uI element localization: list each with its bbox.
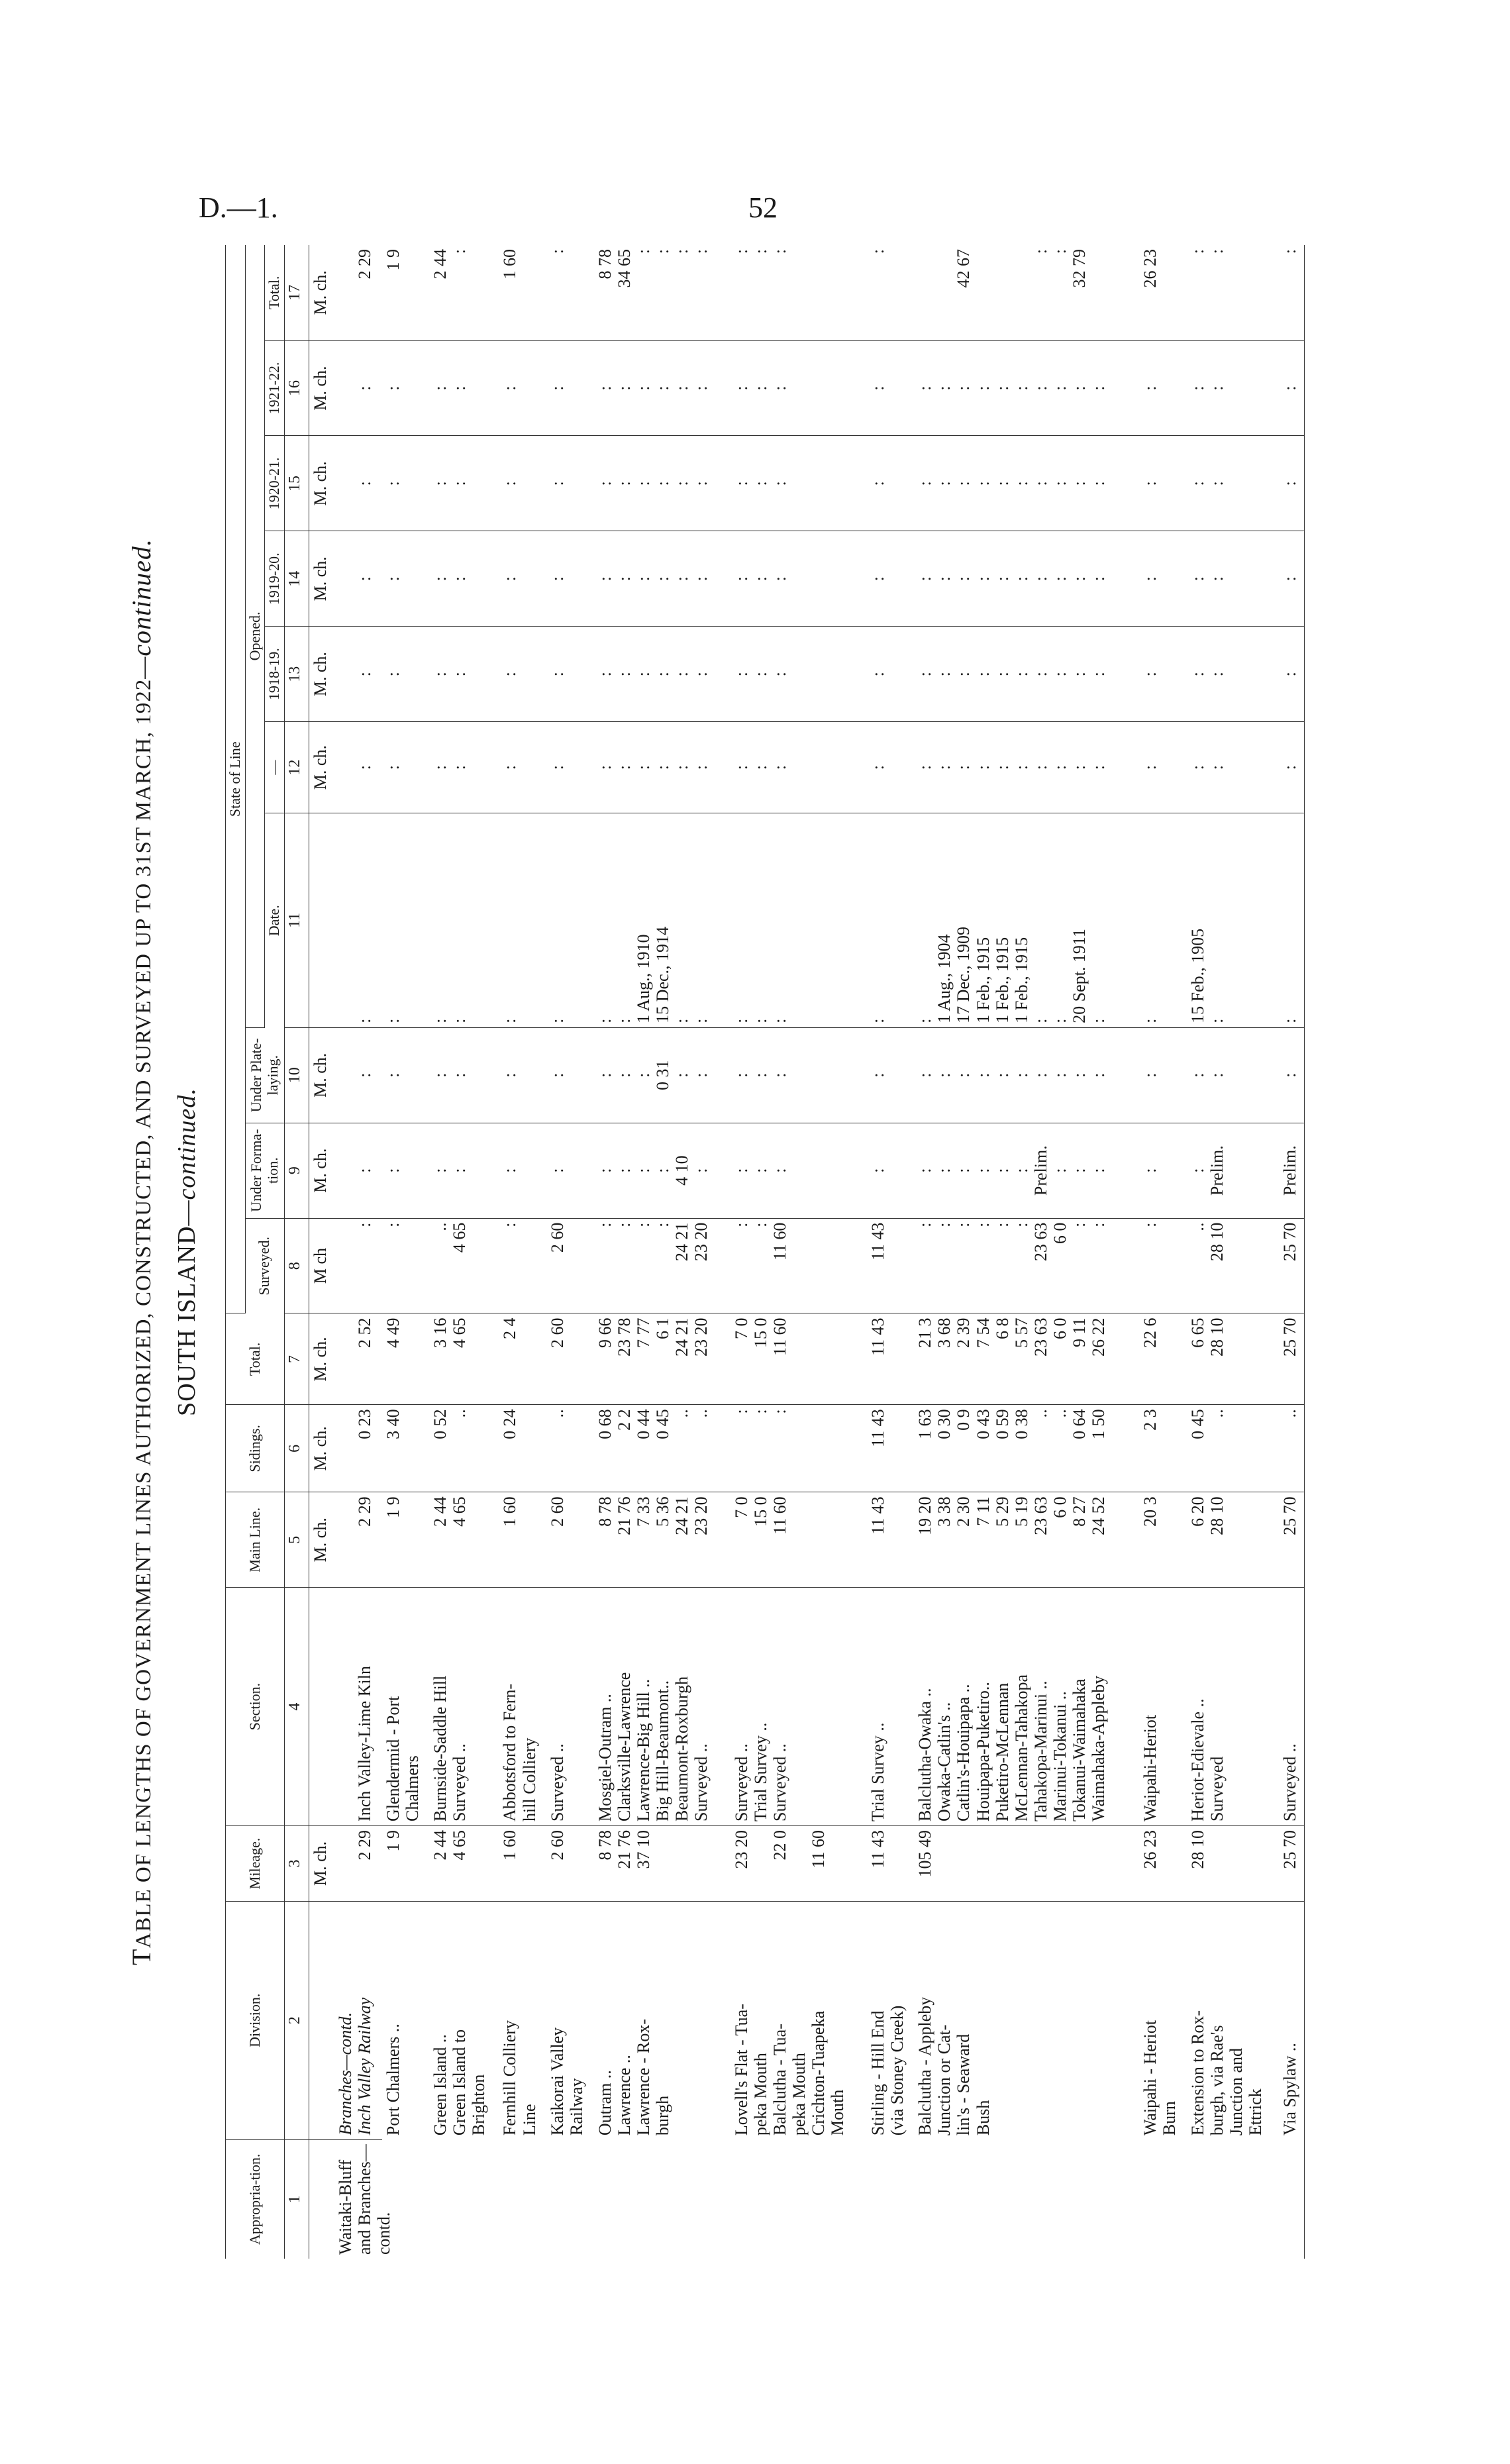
- c15-cell: : : : : : :: [594, 436, 730, 531]
- column-number: 9: [284, 1123, 309, 1218]
- under-formation-cell: : : : : 4 10 :: [594, 1123, 730, 1218]
- header-1920-21: 1920-21.: [265, 436, 285, 531]
- subtitle-text: SOUTH ISLAND—: [173, 1200, 201, 1416]
- division-cell: Extension to Rox- burgh, via Rae's Junction and Ettrick: [1187, 2010, 1266, 2136]
- c15-cell: :: [334, 436, 382, 531]
- c14-cell: :: [1279, 531, 1305, 627]
- header-under-formation: Under Forma-tion.: [245, 1123, 284, 1218]
- header-under-platelaying: Under Plate-laying.: [245, 1027, 284, 1123]
- column-number: 3: [284, 1825, 309, 1901]
- date-cell: 15 Feb., 1905 :: [1187, 813, 1279, 1028]
- header-opened-total: Total.: [265, 245, 285, 340]
- division-cell: Green Island .. Green Island to Brighton: [430, 2029, 489, 2136]
- date-cell: : :: [429, 813, 499, 1028]
- date-cell: :: [499, 813, 546, 1028]
- lengths-table: [225, 245, 1305, 2259]
- header-opened: Opened.: [245, 245, 265, 1027]
- date-cell: :: [546, 813, 594, 1028]
- c12-cell: :: [499, 722, 546, 813]
- c17-cell: :: [867, 245, 915, 340]
- main-cell: 19 20 3 38 2 30 7 11 5 29 5 19 23 63 6 0 8 27 24 52: [914, 1492, 1139, 1588]
- title-text: ABLE OF LENGTHS OF GOVERNMENT LINES AUTHORIZED, CONSTRUCTED, AND SURVEYED UP TO 31ST MARCH, 1922—: [132, 656, 156, 1949]
- c17-cell: 8 78 34 65 : : : :: [594, 245, 730, 340]
- header-mileage: Mileage.: [226, 1825, 285, 1901]
- c16-cell: : : : : : : : : : :: [914, 340, 1139, 436]
- total-cell: 2 60: [546, 1313, 594, 1405]
- c12-cell: :: [867, 722, 915, 813]
- c15-cell: :: [1279, 436, 1305, 531]
- header-1921-22: 1921-22.: [265, 340, 285, 436]
- c14-cell: :: [546, 531, 594, 627]
- sidings-cell: : : :: [730, 1405, 867, 1492]
- total-cell: 2 52: [334, 1313, 382, 1405]
- total-cell: 3 16 4 65: [429, 1313, 499, 1405]
- header-surveyed: Surveyed.: [245, 1218, 284, 1313]
- header-division: Division.: [226, 1901, 285, 2139]
- header-appropriation: Appropria-tion.: [226, 2139, 285, 2259]
- division-cell: Stirling - Hill End (via Stoney Creek): [868, 2005, 907, 2136]
- unit-cell: M. ch.: [309, 245, 334, 340]
- mileage-cell: 8 78 21 76 37 10: [594, 1825, 730, 1901]
- under-formation-cell: : Prelim.: [1187, 1123, 1279, 1218]
- total-cell: 4 49: [382, 1313, 430, 1405]
- unit-cell: [309, 2139, 334, 2259]
- sidings-cell: 2 3: [1139, 1405, 1187, 1492]
- under-platelaying-cell: :: [867, 1027, 915, 1123]
- header-1918-19: 1918-19.: [265, 627, 285, 722]
- c13-cell: :: [546, 627, 594, 722]
- surveyed-cell: : : : : : : 23 63 6 0 : :: [914, 1218, 1139, 1313]
- c17-cell: 1 60: [499, 245, 546, 340]
- c14-cell: : : :: [730, 531, 867, 627]
- date-cell: : 1 Aug., 1904 17 Dec., 1909 1 Feb., 1915 1 Feb., 1915 1 Feb., 1915 : : 20 Sept. 1911 :: [914, 813, 1139, 1028]
- column-number: 6: [284, 1405, 309, 1492]
- page-reference: D.—1.: [199, 191, 278, 224]
- c17-cell: : : :: [730, 245, 867, 340]
- surveyed-cell: :: [382, 1218, 430, 1313]
- date-cell: :: [382, 813, 430, 1028]
- c15-cell: : : :: [730, 436, 867, 531]
- main-cell: 6 20 28 10: [1187, 1492, 1279, 1588]
- table-row: [499, 245, 546, 2259]
- under-platelaying-cell: :: [1279, 1027, 1305, 1123]
- total-cell: 9 66 23 78 7 77 6 1 24 21 23 20: [594, 1313, 730, 1405]
- unit-cell: M. ch.: [309, 1405, 334, 1492]
- column-number: 8: [284, 1218, 309, 1313]
- column-number: 12: [284, 722, 309, 813]
- c12-cell: : :: [429, 722, 499, 813]
- c12-cell: :: [546, 722, 594, 813]
- division-cell: Fernhill Colliery Line: [500, 2020, 539, 2136]
- unit-cell: M. ch.: [309, 436, 334, 531]
- division-cell: Via Spylaw ..: [1279, 1901, 1305, 2139]
- sidings-cell: 0 45 ..: [1187, 1405, 1279, 1492]
- mileage-cell: 1 60: [499, 1825, 546, 1901]
- c16-cell: :: [1139, 340, 1187, 436]
- column-number: 1: [284, 2139, 309, 2259]
- under-platelaying-cell: :: [1139, 1027, 1187, 1123]
- c15-cell: : : : : : : : : : :: [914, 436, 1139, 531]
- section-cell: Balclutha-Owaka .. Owaka-Catlin's .. Catlin's-Houipapa .. Houipapa-Puketiro.. Puketiro-McLennan McLennan-Tahakopa Tahakopa-Marinui .. Marinui-Tokanui .. Tokanui-Waimahaka Waimahaka-Appleby: [914, 1588, 1139, 1826]
- surveyed-cell: 2 60: [546, 1218, 594, 1313]
- division-cell: Balclutha - Appleby Junction or Cat- lin's - Seaward Bush: [915, 1996, 993, 2136]
- appropriation-cell: Waitaki-Bluff and Branches—contd.: [334, 2139, 1305, 2259]
- c16-cell: :: [867, 340, 915, 436]
- date-cell: :: [1139, 813, 1187, 1028]
- c16-cell: :: [382, 340, 430, 436]
- c17-cell: 26 23: [1139, 245, 1187, 340]
- mileage-cell: 1 9: [382, 1825, 430, 1901]
- under-platelaying-cell: :: [546, 1027, 594, 1123]
- date-cell: :: [867, 813, 915, 1028]
- total-cell: 11 43: [867, 1313, 915, 1405]
- table-subtitle: [172, 245, 201, 2259]
- unit-cell: M ch: [309, 1218, 334, 1313]
- surveyed-cell: 25 70: [1279, 1218, 1305, 1313]
- section-cell: Heriot-Edievale .. Surveyed: [1187, 1588, 1279, 1826]
- under-formation-cell: :: [1139, 1123, 1187, 1218]
- main-cell: 2 29: [334, 1492, 382, 1588]
- under-formation-cell: :: [499, 1123, 546, 1218]
- column-number: 11: [284, 813, 309, 1028]
- mileage-cell: 11 43: [867, 1825, 915, 1901]
- c17-cell: : :: [1187, 245, 1279, 340]
- c13-cell: :: [334, 627, 382, 722]
- surveyed-cell: : : : : 24 21 23 20: [594, 1218, 730, 1313]
- section-cell: Waipahi-Heriot: [1139, 1588, 1187, 1826]
- under-formation-cell: : :: [429, 1123, 499, 1218]
- under-formation-cell: :: [382, 1123, 430, 1218]
- c15-cell: :: [867, 436, 915, 531]
- column-number: 4: [284, 1588, 309, 1826]
- date-cell: :: [334, 813, 382, 1028]
- under-formation-cell: :: [867, 1123, 915, 1218]
- c13-cell: :: [867, 627, 915, 722]
- total-cell: 22 6: [1139, 1313, 1187, 1405]
- column-number: 10: [284, 1027, 309, 1123]
- date-cell: :: [1279, 813, 1305, 1028]
- header-total: Total.: [226, 1313, 285, 1405]
- mileage-cell: 23 20 22 0 11 60: [730, 1825, 867, 1901]
- under-formation-cell: : : :: [730, 1123, 867, 1218]
- table-row: [429, 245, 499, 2259]
- under-platelaying-cell: :: [499, 1027, 546, 1123]
- sidings-cell: 11 43: [867, 1405, 915, 1492]
- c15-cell: :: [1139, 436, 1187, 531]
- under-platelaying-cell: : : : : : : : : : :: [914, 1027, 1139, 1123]
- under-platelaying-cell: : :: [1187, 1027, 1279, 1123]
- c16-cell: : : : : : :: [594, 340, 730, 436]
- column-number: 5: [284, 1492, 309, 1588]
- section-cell: Surveyed .. Trial Survey .. Surveyed ..: [730, 1588, 867, 1826]
- sidings-cell: ..: [1279, 1405, 1305, 1492]
- main-cell: 7 0 15 0 11 60: [730, 1492, 867, 1588]
- surveyed-cell: .. 4 65: [429, 1218, 499, 1313]
- section-cell: Inch Valley-Lime Kiln: [334, 1588, 382, 1826]
- unit-cell: M. ch.: [309, 340, 334, 436]
- main-cell: 2 60: [546, 1492, 594, 1588]
- surveyed-cell: :: [499, 1218, 546, 1313]
- header-sidings: Sidings.: [226, 1405, 285, 1492]
- column-number: 15: [284, 436, 309, 531]
- table-row: [1279, 245, 1305, 2259]
- unit-cell: [309, 1588, 334, 1826]
- c17-cell: 2 29: [334, 245, 382, 340]
- title-lead: T: [126, 1948, 156, 1965]
- c15-cell: :: [546, 436, 594, 531]
- total-cell: 7 0 15 0 11 60: [730, 1313, 867, 1405]
- header-1919-20: 1919-20.: [265, 531, 285, 627]
- mileage-cell: 26 23: [1139, 1825, 1187, 1901]
- unit-cell: [309, 813, 334, 1028]
- c15-cell: :: [499, 436, 546, 531]
- division-cell: Port Chalmers ..: [383, 2024, 403, 2136]
- c14-cell: :: [1139, 531, 1187, 627]
- subtitle-continued: continued.: [173, 1088, 201, 1200]
- c16-cell: :: [1279, 340, 1305, 436]
- rotated-table-sheet: [126, 245, 1397, 2259]
- surveyed-cell: .. 28 10: [1187, 1218, 1279, 1313]
- unit-cell: M. ch.: [309, 1123, 334, 1218]
- section-cell: Glendermid - Port Chalmers: [382, 1588, 430, 1826]
- c12-cell: : :: [1187, 722, 1279, 813]
- mileage-cell: 25 70: [1279, 1825, 1305, 1901]
- c13-cell: :: [1139, 627, 1187, 722]
- main-cell: 11 43: [867, 1492, 915, 1588]
- main-cell: 1 60: [499, 1492, 546, 1588]
- under-formation-cell: :: [334, 1123, 382, 1218]
- under-formation-cell: : : : : : : Prelim. : : :: [914, 1123, 1139, 1218]
- c16-cell: :: [546, 340, 594, 436]
- unit-cell: [309, 1901, 334, 2139]
- under-platelaying-cell: : :: [429, 1027, 499, 1123]
- under-platelaying-cell: :: [382, 1027, 430, 1123]
- c13-cell: : : : : : : : : : :: [914, 627, 1139, 722]
- c12-cell: : : :: [730, 722, 867, 813]
- table-row: [1187, 245, 1279, 2259]
- division-cell: Branches—contd. Inch Valley Railway: [334, 1901, 382, 2139]
- c12-cell: :: [334, 722, 382, 813]
- header-state-of-line: State of Line: [226, 245, 246, 1313]
- total-cell: 6 65 28 10: [1187, 1313, 1279, 1405]
- main-cell: 25 70: [1279, 1492, 1305, 1588]
- c16-cell: : :: [1187, 340, 1279, 436]
- c12-cell: :: [382, 722, 430, 813]
- sidings-cell: 0 23: [334, 1405, 382, 1492]
- c13-cell: :: [1279, 627, 1305, 722]
- table-body: [284, 245, 1304, 2259]
- column-number: 13: [284, 627, 309, 722]
- division-cell: Kaikorai Valley Railway: [548, 2027, 587, 2136]
- c14-cell: : : : : : : : : : :: [914, 531, 1139, 627]
- c15-cell: : :: [429, 436, 499, 531]
- division-cell: Lovell's Flat - Tua- peka Mouth Balclutha - Tua- peka Mouth Crichton-Tuapeka Mouth: [731, 2004, 848, 2136]
- section-cell: Mosgiel-Outram .. Clarksville-Lawrence Lawrence-Big Hill .. Big Hill-Beaumont.. Beaumont-Roxburgh Surveyed ..: [594, 1588, 730, 1826]
- header-date: Date.: [265, 813, 285, 1028]
- c14-cell: :: [334, 531, 382, 627]
- table-row: [334, 245, 382, 2259]
- sidings-cell: 1 63 0 30 0 9 0 43 0 59 0 38 .. .. 0 64 1 50: [914, 1405, 1139, 1492]
- c14-cell: :: [382, 531, 430, 627]
- c13-cell: : :: [1187, 627, 1279, 722]
- under-formation-cell: Prelim.: [1279, 1123, 1305, 1218]
- mileage-cell: 2 60: [546, 1825, 594, 1901]
- unit-cell: M. ch.: [309, 1027, 334, 1123]
- unit-cell: M. ch.: [309, 1825, 334, 1901]
- surveyed-cell: :: [334, 1218, 382, 1313]
- under-platelaying-cell: : : :: [730, 1027, 867, 1123]
- title-continued: continued.: [126, 539, 156, 656]
- column-number: 7: [284, 1313, 309, 1405]
- c16-cell: : :: [429, 340, 499, 436]
- section-cell: Trial Survey ..: [867, 1588, 915, 1826]
- header-dash: —: [265, 722, 285, 813]
- page-number: 52: [748, 191, 778, 224]
- header-main-line: Main Line.: [226, 1492, 285, 1588]
- c15-cell: : :: [1187, 436, 1279, 531]
- unit-cell: M. ch.: [309, 627, 334, 722]
- c16-cell: : : :: [730, 340, 867, 436]
- section-cell: Surveyed ..: [1279, 1588, 1305, 1826]
- total-cell: 25 70: [1279, 1313, 1305, 1405]
- sidings-cell: 0 24: [499, 1405, 546, 1492]
- division-cell: Waipahi - Heriot Burn: [1140, 2020, 1180, 2136]
- column-number-row: [284, 245, 309, 2259]
- c16-cell: :: [499, 340, 546, 436]
- c12-cell: :: [1139, 722, 1187, 813]
- surveyed-cell: 11 43: [867, 1218, 915, 1313]
- date-cell: : : 1 Aug., 1910 15 Dec., 1914 : :: [594, 813, 730, 1028]
- c14-cell: :: [499, 531, 546, 627]
- c13-cell: :: [499, 627, 546, 722]
- table-row: [546, 245, 594, 2259]
- sidings-cell: 3 40: [382, 1405, 430, 1492]
- main-cell: 2 44 4 65: [429, 1492, 499, 1588]
- unit-cell: M. ch.: [309, 1492, 334, 1588]
- table-row: [914, 245, 1139, 2259]
- under-platelaying-cell: :: [334, 1027, 382, 1123]
- surveyed-cell: :: [1139, 1218, 1187, 1313]
- main-cell: 8 78 21 76 7 33 5 36 24 21 23 20: [594, 1492, 730, 1588]
- c17-cell: 2 44 :: [429, 245, 499, 340]
- c15-cell: :: [382, 436, 430, 531]
- c14-cell: : : : : : :: [594, 531, 730, 627]
- section-cell: Surveyed ..: [546, 1588, 594, 1826]
- column-number: 2: [284, 1901, 309, 2139]
- unit-cell: M. ch.: [309, 722, 334, 813]
- section-cell: Abbotsford to Fern- hill Colliery: [499, 1588, 546, 1826]
- c17-cell: :: [1279, 245, 1305, 340]
- main-cell: 1 9: [382, 1492, 430, 1588]
- sidings-cell: 0 68 2 2 0 44 0 45 .. ..: [594, 1405, 730, 1492]
- table-row: [1139, 245, 1187, 2259]
- unit-cell: M. ch.: [309, 1313, 334, 1405]
- c17-cell: 42 67 : : 32 79: [914, 245, 1139, 340]
- section-cell: Burnside-Saddle Hill Surveyed ..: [429, 1588, 499, 1826]
- mileage-cell: 105 49: [914, 1825, 1139, 1901]
- c12-cell: : : : : : : : : : :: [914, 722, 1139, 813]
- units-row: [309, 245, 334, 2259]
- c12-cell: : : : : : :: [594, 722, 730, 813]
- c14-cell: : :: [1187, 531, 1279, 627]
- c13-cell: : :: [429, 627, 499, 722]
- mileage-cell: 2 44 4 65: [429, 1825, 499, 1901]
- table-row: [730, 245, 867, 2259]
- c17-cell: 1 9: [382, 245, 430, 340]
- header-section: Section.: [226, 1588, 285, 1826]
- c13-cell: : : :: [730, 627, 867, 722]
- unit-cell: M. ch.: [309, 531, 334, 627]
- main-cell: 20 3: [1139, 1492, 1187, 1588]
- sidings-cell: 0 52 ..: [429, 1405, 499, 1492]
- mileage-cell: 28 10: [1187, 1825, 1279, 1901]
- surveyed-cell: : : 11 60: [730, 1218, 867, 1313]
- table-row: [382, 245, 430, 2259]
- c13-cell: : : : : : :: [594, 627, 730, 722]
- column-number: 14: [284, 531, 309, 627]
- column-number: 16: [284, 340, 309, 436]
- c14-cell: :: [867, 531, 915, 627]
- under-platelaying-cell: : : : 0 31 : :: [594, 1027, 730, 1123]
- c13-cell: :: [382, 627, 430, 722]
- c17-cell: :: [546, 245, 594, 340]
- table-row: [867, 245, 915, 2259]
- total-cell: 2 4: [499, 1313, 546, 1405]
- division-cell: Outram .. Lawrence .. Lawrence - Rox- burgh: [595, 2018, 673, 2136]
- under-formation-cell: :: [546, 1123, 594, 1218]
- total-cell: 21 3 3 68 2 39 7 54 6 8 5 57 23 63 6 0 9 11 26 22: [914, 1313, 1139, 1405]
- table-title: [126, 245, 157, 2259]
- column-number: 17: [284, 245, 309, 340]
- c14-cell: : :: [429, 531, 499, 627]
- c12-cell: :: [1279, 722, 1305, 813]
- mileage-cell: 2 29: [334, 1825, 382, 1901]
- date-cell: : : :: [730, 813, 867, 1028]
- sidings-cell: ..: [546, 1405, 594, 1492]
- table-row: [594, 245, 730, 2259]
- c16-cell: :: [334, 340, 382, 436]
